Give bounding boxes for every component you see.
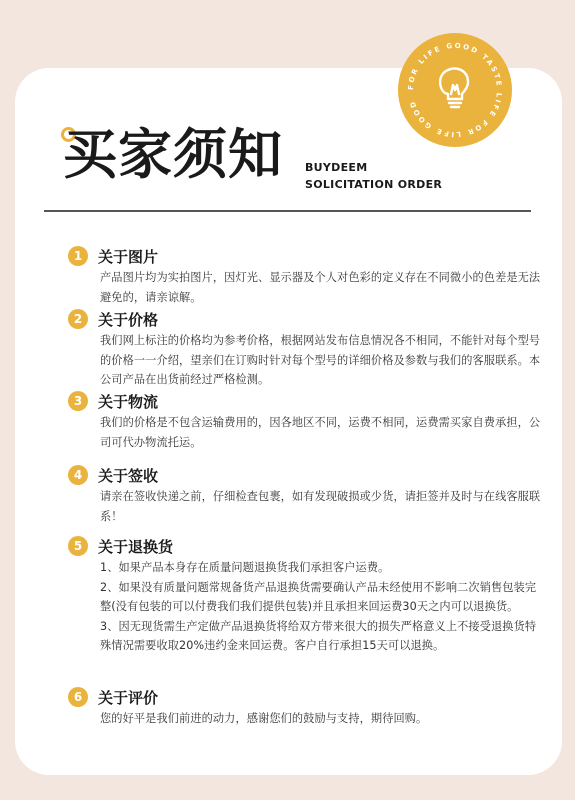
section-text: 2、如果没有质量问题常规备货产品退换货需要确认产品未经使用不影响二次销售包装完整(没有包装的可以付费我们我们提供包装)并且承担来回运费30天之内可以退换货。 [100, 580, 537, 613]
section-price [68, 307, 548, 390]
svg-text:FOR LIFE GOOD TASTE LIFE FOR L: FOR LIFE GOOD TASTE LIFE FOR LIFE GOOD [406, 41, 504, 139]
header-divider [44, 210, 531, 212]
section-title: 关于图片 [98, 247, 159, 266]
section-title: 关于签收 [98, 466, 159, 485]
section-number-badge: 6 [68, 687, 88, 707]
section-signing [68, 463, 548, 526]
section-reviews [68, 685, 548, 729]
section-text: 我们的价格是不包含运输费用的，因各地区不同，运费不相同，运费需买家自费承担，公司可代办物流托运。 [100, 416, 541, 449]
section-text: 1、如果产品本身存在质量问题退换货我们承担客户运费。 [100, 561, 390, 574]
section-text: 请亲在签收快递之前，仔细检查包裹，如有发现破损或少货，请拒签并及时与在线客服联系！ [100, 490, 541, 523]
page-title: 买家须知 [63, 123, 283, 186]
section-logistics [68, 389, 548, 452]
section-number-badge: 1 [68, 246, 88, 266]
subtitle-caption: SOLICITATION ORDER [305, 178, 443, 191]
section-text: 产品图片均为实拍图片，因灯光、显示器及个人对色彩的定义存在不同微小的色差是无法避免的，请亲谅解。 [100, 271, 541, 304]
section-number-badge: 4 [68, 465, 88, 485]
section-number-badge: 2 [68, 309, 88, 329]
section-pictures [68, 244, 548, 307]
section-number-badge: 5 [68, 536, 88, 556]
section-title: 关于价格 [98, 310, 159, 329]
section-text: 3、因无现货需生产定做产品退换货将给双方带来很大的损失严格意义上不接受退换货特殊情况需要收取20%违约金来回运费。客户自行承担15天可以退换。 [100, 619, 537, 652]
section-text: 我们网上标注的价格均为参考价格，根据网站发布信息情况各不相同，不能针对每个型号的价格一一介绍，望亲们在订购时针对每个型号的详细价格及参数与我们的客服联系。本公司产品在出货前经过严格检测。 [100, 334, 541, 386]
page-subtitle [305, 159, 442, 193]
section-title: 关于物流 [98, 392, 159, 411]
section-title: 关于退换货 [98, 537, 174, 556]
section-title: 关于评价 [98, 688, 159, 707]
section-text: 您的好平是我们前进的动力，感谢您们的鼓励与支持，期待回购。 [100, 712, 428, 725]
subtitle-brand: BUYDEEM [305, 161, 368, 174]
section-number-badge: 3 [68, 391, 88, 411]
lightbulb-badge [398, 33, 512, 147]
lightbulb-icon [398, 33, 512, 147]
section-returns [68, 534, 548, 656]
